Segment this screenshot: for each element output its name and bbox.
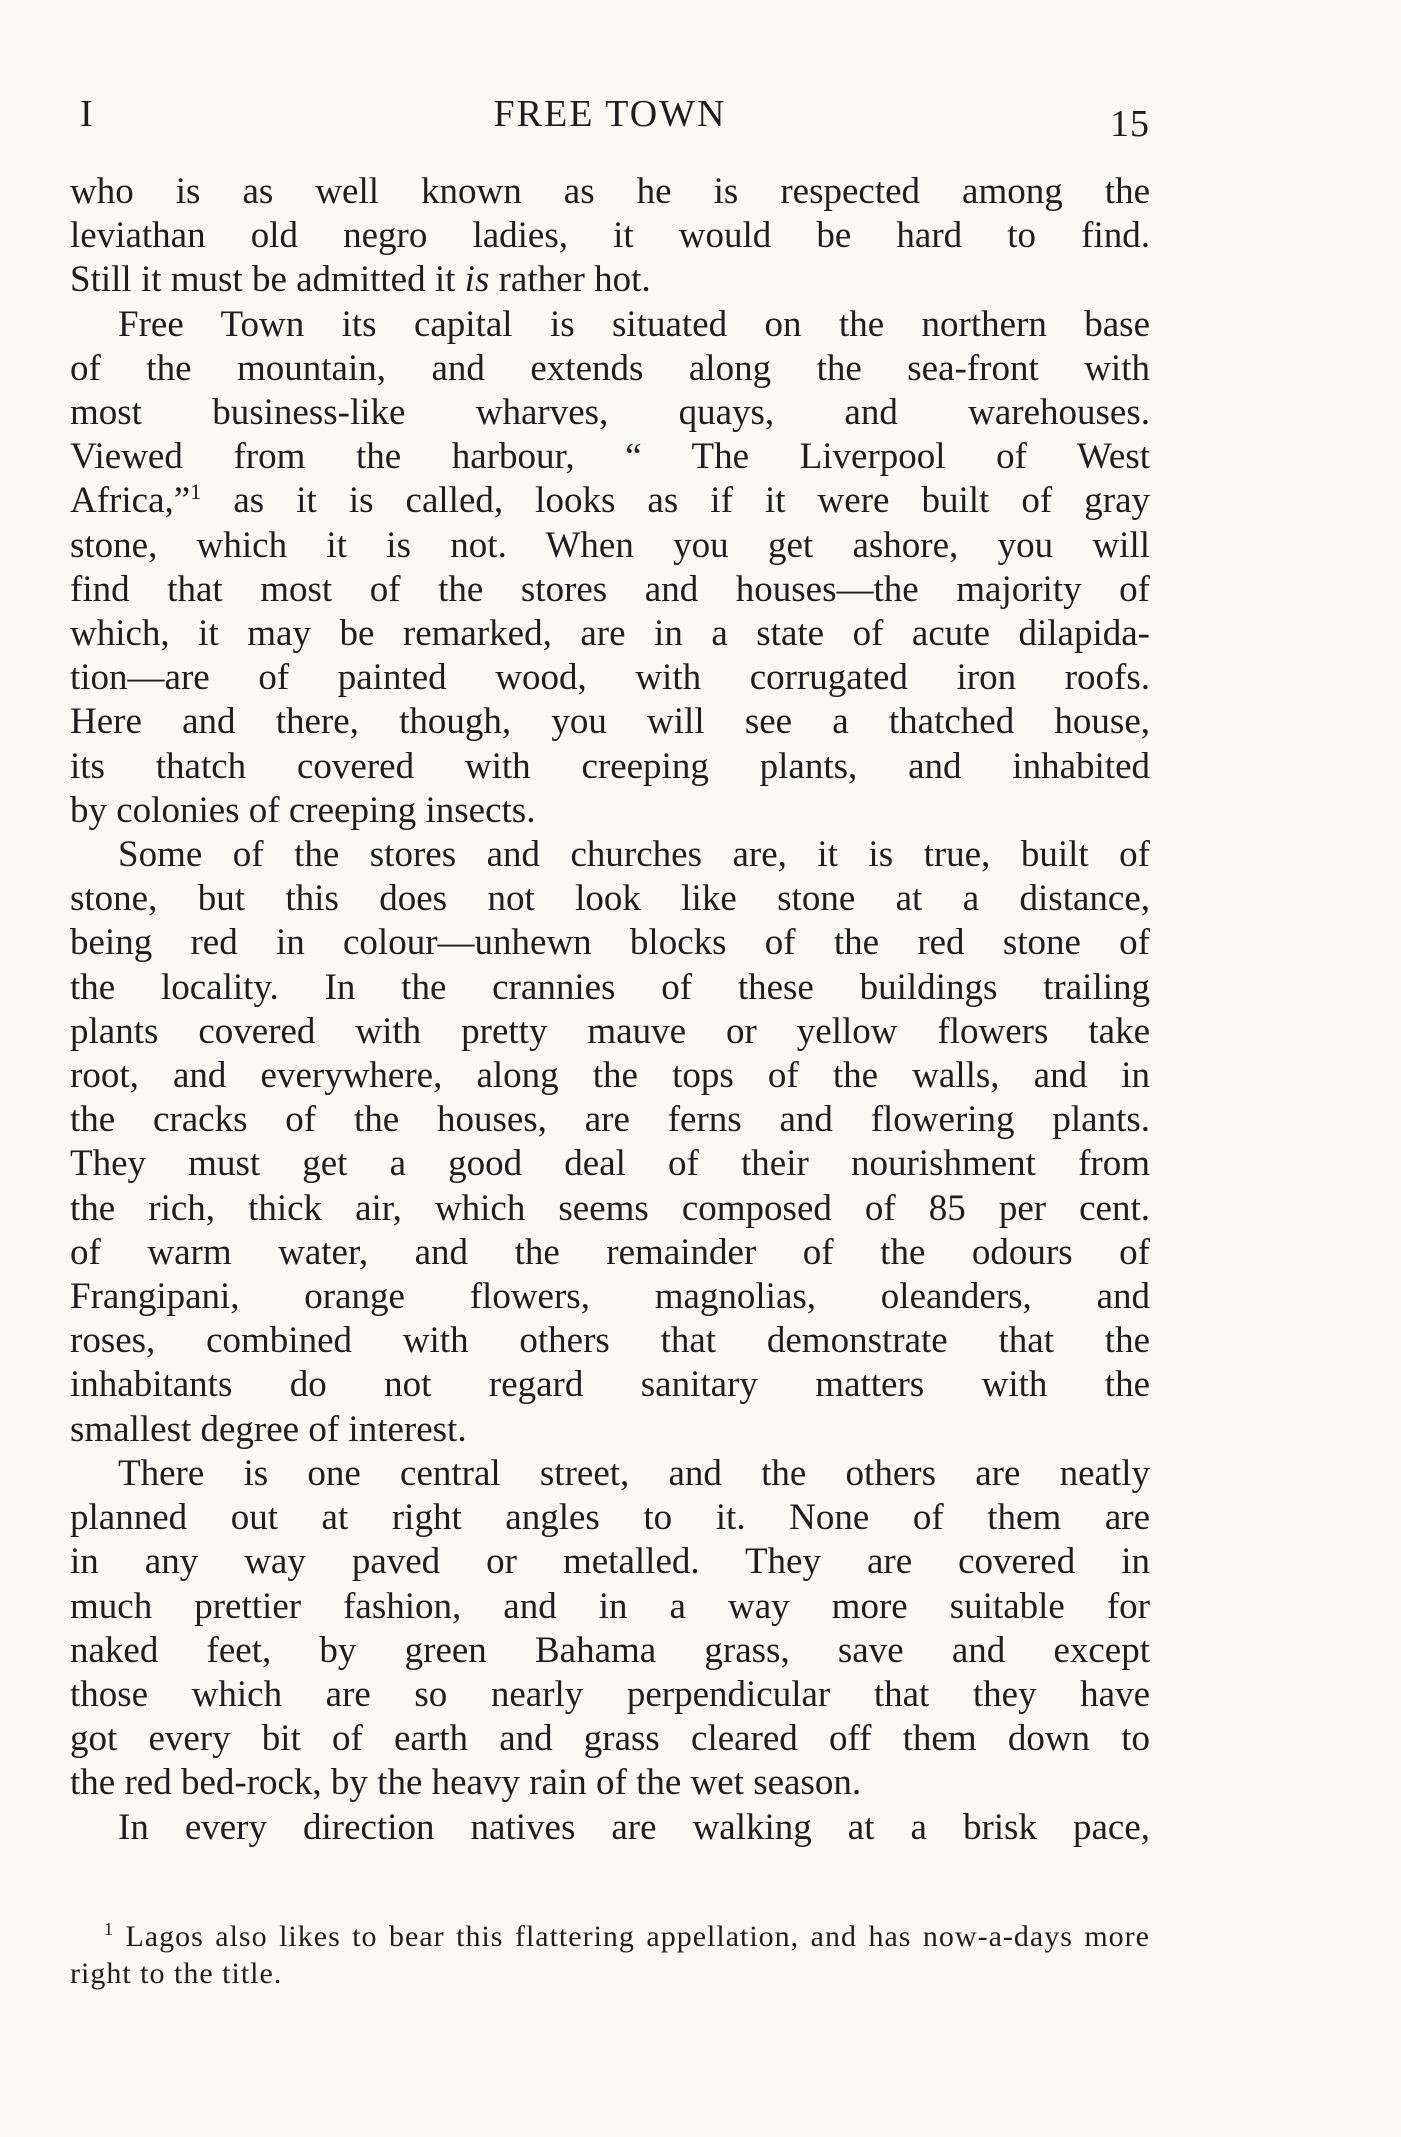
text-line: Free Town its capital is situated on the northern base (118, 303, 1150, 345)
text-line: Some of the stores and churches are, it is true, built of (118, 834, 1150, 876)
footnote-text: Lagos also likes to bear this flattering appellation, and has now-a-days more right to the title. (70, 1920, 1150, 1990)
body-text (70, 170, 1150, 1850)
text-line: inhabitants do not regard sanitary matters with the (70, 1364, 1150, 1406)
page-number: 15 (1110, 103, 1150, 145)
text-line: Frangipani, orange flowers, magnolias, oleanders, and (70, 1276, 1150, 1318)
text-line: by colonies of creeping insects. (70, 789, 536, 831)
footnote-marker: 1 (104, 1919, 114, 1940)
text-line (70, 258, 1150, 302)
text-line: who is as well known as he is respected among the (70, 171, 1150, 212)
text-line: naked feet, by green Bahama grass, save and except (70, 1629, 1150, 1671)
text-line: in any way paved or metalled. They are covered in (70, 1541, 1150, 1583)
text-line: planned out at right angles to it. None of them are (70, 1497, 1150, 1539)
text-line: the rich, thick air, which seems composed of 85 per cent. (70, 1187, 1150, 1229)
text-line: stone, but this does not look like stone at a distance, (70, 878, 1150, 920)
text-line: Viewed from the harbour, “ The Liverpool of West (70, 436, 1150, 478)
text-line: tion—are of painted wood, with corrugated iron roofs. (70, 657, 1150, 699)
text-line: root, and everywhere, along the tops of the walls, and in (70, 1055, 1150, 1097)
italic-emphasis: is (464, 259, 490, 301)
text-line: leviathan old negro ladies, it would be hard to find. (70, 215, 1150, 257)
footnote (70, 1918, 1150, 1992)
text-line: the cracks of the houses, are ferns and flowering plants. (70, 1099, 1150, 1141)
running-title: FREE TOWN (493, 93, 727, 135)
text-fragment: as it is called, looks as if it were built of gray (233, 480, 1151, 522)
text-line: In every direction natives are walking at a brisk pace, (118, 1806, 1150, 1848)
text-line: the red bed-rock, by the heavy rain of the wet season. (70, 1762, 862, 1804)
text-line: Here and there, though, you will see a thatched house, (70, 701, 1150, 743)
text-line: of the mountain, and extends along the sea-front with (70, 347, 1150, 389)
text-line: find that most of the stores and houses—the majority of (70, 568, 1150, 610)
running-head (70, 92, 1150, 145)
text-line: roses, combined with others that demonstrate that the (70, 1320, 1150, 1362)
footnotes (70, 1918, 1150, 1992)
text-line: the locality. In the crannies of these buildings trailing (70, 966, 1150, 1008)
text-line: most business-like wharves, quays, and warehouses. (70, 392, 1150, 434)
text-line: There is one central street, and the others are neatly (118, 1452, 1150, 1494)
text-line: smallest degree of interest. (70, 1408, 467, 1450)
footnote-reference: 1 (190, 479, 202, 505)
text-line: They must get a good deal of their nourishment from (70, 1143, 1150, 1185)
text-line: much prettier fashion, and in a way more suitable for (70, 1585, 1150, 1627)
text-line: its thatch covered with creeping plants, and inhabited (70, 745, 1150, 787)
chapter-numeral: I (80, 93, 94, 135)
text-line: stone, which it is not. When you get ashore, you will (70, 524, 1150, 566)
text-fragment: Still it must be admitted it (70, 259, 456, 301)
text-line: those which are so nearly perpendicular that they have (70, 1673, 1150, 1715)
text-line: which, it may be remarked, are in a state of acute dilapida- (70, 613, 1150, 655)
text-fragment: Africa,” (70, 480, 191, 522)
text-line: got every bit of earth and grass cleared off them down to (70, 1718, 1150, 1760)
text-line: being red in colour—unhewn blocks of the red stone of (70, 922, 1150, 964)
text-fragment: rather hot. (498, 259, 651, 301)
text-line: of warm water, and the remainder of the odours of (70, 1231, 1150, 1273)
text-line (70, 479, 1150, 523)
text-line: plants covered with pretty mauve or yellow flowers take (70, 1010, 1150, 1052)
